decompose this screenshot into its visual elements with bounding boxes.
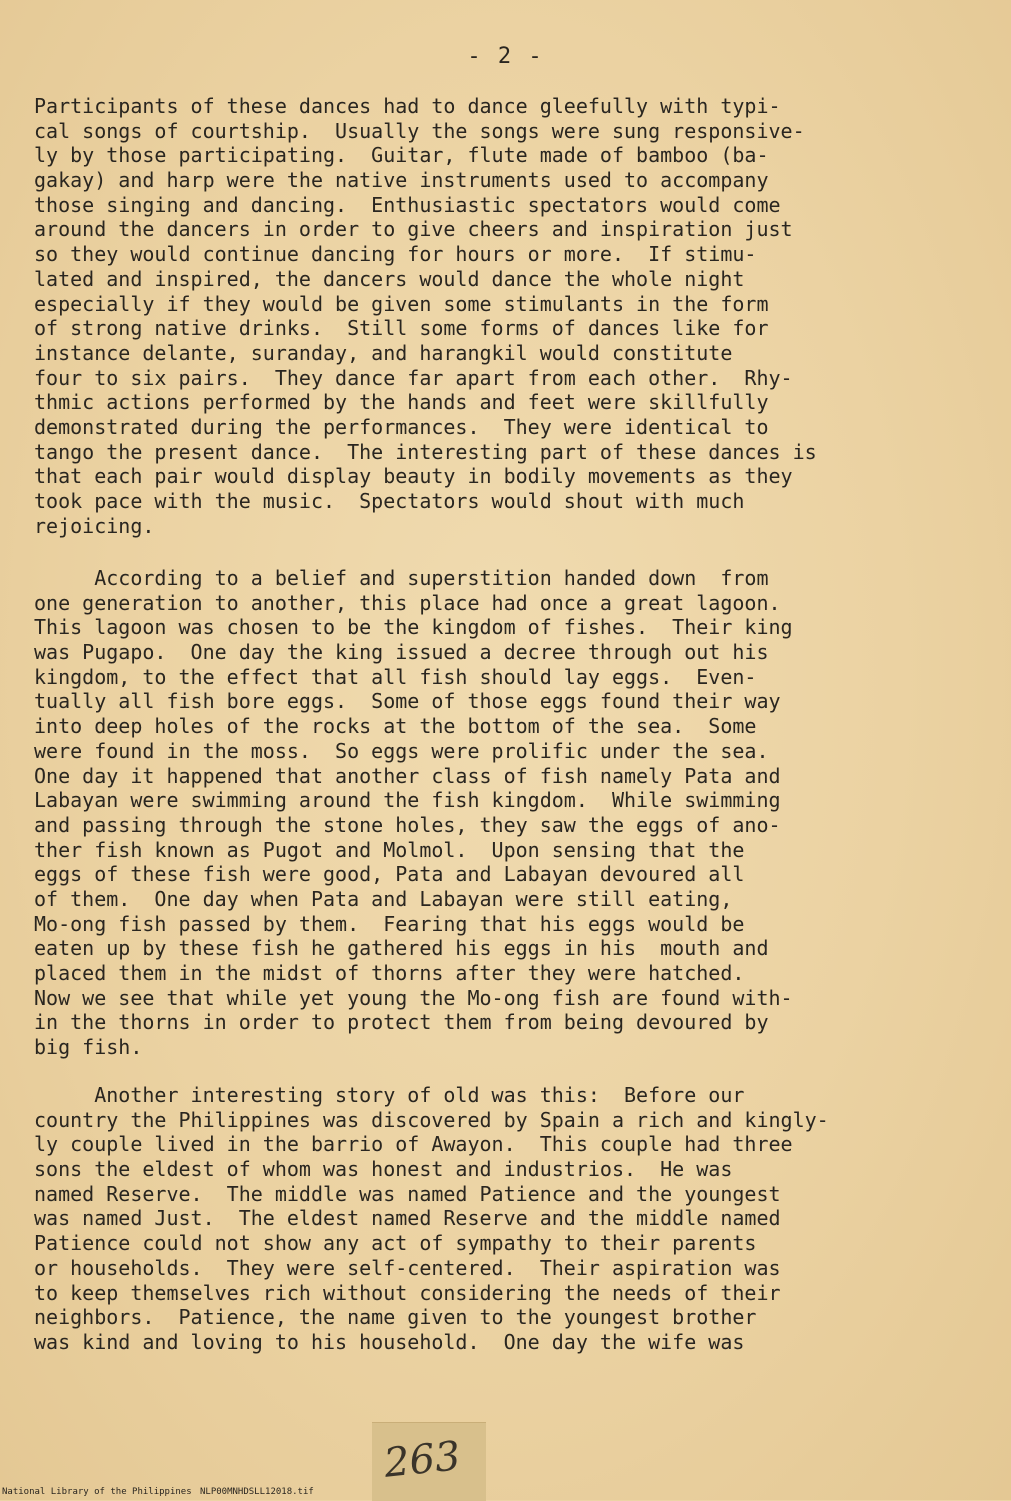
text-line: was named Just. The eldest named Reserve and the middle named	[34, 1206, 781, 1231]
text-line: Participants of these dances had to dance gleefully with typi-	[34, 94, 781, 118]
text-line: so they would continue dancing for hours or more. If stimu-	[34, 242, 757, 267]
text-line: one generation to another, this place had once a great lagoon.	[34, 590, 781, 615]
paragraph-dances	[34, 94, 999, 538]
text-line: This lagoon was chosen to be the kingdom of fishes. Their king	[34, 615, 793, 640]
text-line: cal songs of courtship. Usually the songs were sung responsive-	[34, 118, 805, 143]
text-line: those singing and dancing. Enthusiastic spectators would come	[34, 192, 781, 217]
text-line: thmic actions performed by the hands and feet were skillfully	[34, 390, 769, 415]
text-line: demonstrated during the performances. They were identical to	[34, 414, 769, 439]
handwritten-number: 263	[381, 1433, 463, 1487]
footer-institution: National Library of the Philippines	[2, 1487, 192, 1497]
text-line: around the dancers in order to give cheers and inspiration just	[34, 217, 793, 242]
text-line: tually all fish bore eggs. Some of those eggs found their way	[34, 689, 781, 714]
text-line: kingdom, to the effect that all fish should lay eggs. Even-	[34, 664, 757, 689]
text-line: ther fish known as Pugot and Molmol. Upon sensing that the	[34, 837, 745, 862]
text-line: eggs of these fish were good, Pata and Labayan devoured all	[34, 862, 745, 887]
text-line: Now we see that while yet young the Mo-ong fish are found with-	[34, 985, 793, 1010]
text-line: in the thorns in order to protect them from being devoured by	[34, 1010, 769, 1035]
text-line: Mo-ong fish passed by them. Fearing that his eggs would be	[34, 911, 745, 936]
text-line: instance delante, suranday, and harangkil would constitute	[34, 340, 733, 365]
text-line: of them. One day when Pata and Labayan were still eating,	[34, 886, 733, 911]
text-line: especially if they would be given some stimulants in the form	[34, 291, 769, 316]
footer-file-id: NLP00MNHDSLL12018.tif	[200, 1487, 314, 1497]
text-line: According to a belief and superstition handed down from	[34, 566, 769, 590]
text-line: neighbors. Patience, the name given to the youngest brother	[34, 1305, 757, 1330]
paragraph-fish-legend	[34, 566, 999, 1060]
text-line: into deep holes of the rocks at the bottom of the sea. Some	[34, 714, 757, 739]
text-line: sons the eldest of whom was honest and industrios. He was	[34, 1157, 733, 1182]
text-line: One day it happened that another class of fish namely Pata and	[34, 763, 781, 788]
text-line: that each pair would display beauty in bodily movements as they	[34, 464, 793, 489]
text-line: tango the present dance. The interesting part of these dances is	[34, 439, 817, 464]
text-line: placed them in the midst of thorns after they were hatched.	[34, 961, 745, 985]
text-line: rejoicing.	[34, 513, 155, 538]
text-line: took pace with the music. Spectators would shout with much	[34, 489, 745, 513]
handwritten-page-stamp	[372, 1422, 486, 1501]
text-line: or households. They were self-centered. Their aspiration was	[34, 1255, 781, 1280]
text-line: eaten up by these fish he gathered his eggs in his mouth and	[34, 936, 769, 961]
text-line: big fish.	[34, 1035, 143, 1060]
text-line: named Reserve. The middle was named Patience and the youngest	[34, 1181, 781, 1206]
text-line: country the Philippines was discovered by Spain a rich and kingly-	[34, 1107, 829, 1132]
text-line: gakay) and harp were the native instruments used to accompany	[34, 168, 769, 193]
text-line: four to six pairs. They dance far apart from each other. Rhy-	[34, 365, 793, 390]
text-line: was kind and loving to his household. One day the wife was	[34, 1329, 745, 1354]
text-line: to keep themselves rich without considering the needs of their	[34, 1280, 781, 1305]
text-line: Patience could not show any act of sympathy to their parents	[34, 1231, 757, 1256]
text-line: Labayan were swimming around the fish kingdom. While swimming	[34, 788, 781, 813]
text-line: was Pugapo. One day the king issued a decree through out his	[34, 640, 769, 665]
text-line: of strong native drinks. Still some forms of dances like for	[34, 316, 769, 341]
text-line: lated and inspired, the dancers would dance the whole night	[34, 266, 745, 291]
paragraph-awayon-story	[34, 1083, 999, 1355]
text-line: and passing through the stone holes, they saw the eggs of ano-	[34, 812, 781, 837]
text-line: ly by those participating. Guitar, flute made of bamboo (ba-	[34, 143, 769, 168]
text-line: were found in the moss. So eggs were prolific under the sea.	[34, 738, 769, 763]
page-number: - 2 -	[467, 44, 544, 69]
text-line: Another interesting story of old was this: Before our	[34, 1083, 745, 1107]
text-line: ly couple lived in the barrio of Awayon. This couple had three	[34, 1132, 793, 1157]
